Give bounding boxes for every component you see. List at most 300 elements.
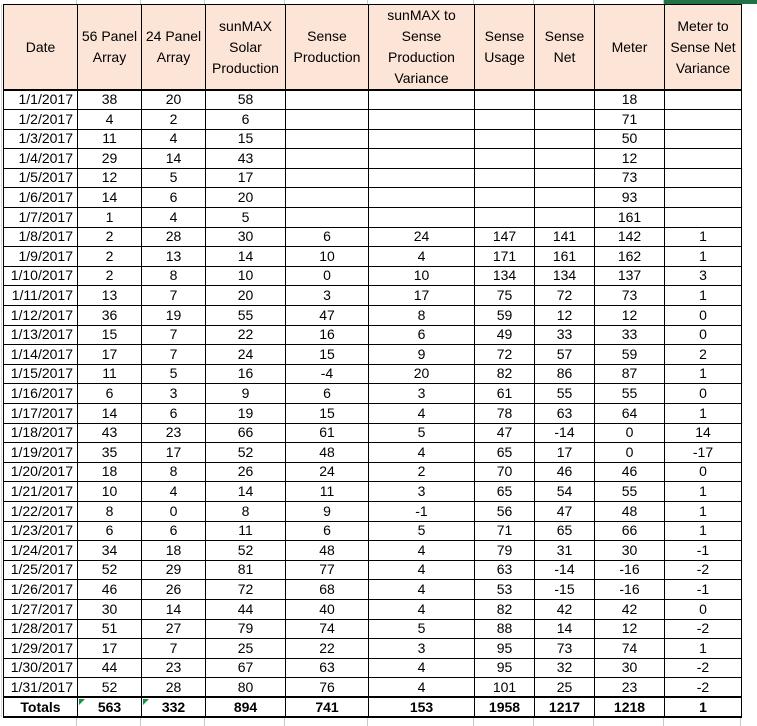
date-cell[interactable]: 1/24/2017 — [4, 541, 78, 561]
table-cell[interactable]: 29 — [142, 560, 206, 580]
table-cell[interactable]: 6 — [286, 521, 369, 541]
table-cell[interactable] — [535, 90, 595, 110]
table-cell[interactable]: 79 — [475, 541, 535, 561]
table-cell[interactable]: 5 — [206, 208, 286, 228]
table-cell[interactable]: 4 — [369, 560, 475, 580]
table-cell[interactable]: -2 — [665, 560, 742, 580]
table-cell[interactable] — [665, 90, 742, 110]
table-cell[interactable]: 53 — [475, 580, 535, 600]
table-cell[interactable] — [665, 110, 742, 130]
table-cell[interactable]: 2 — [78, 247, 142, 267]
table-cell[interactable]: 1 — [665, 286, 742, 306]
table-cell[interactable]: 4 — [369, 541, 475, 561]
table-cell[interactable]: 3 — [286, 286, 369, 306]
date-cell[interactable]: 1/10/2017 — [4, 266, 78, 286]
table-cell[interactable]: 7 — [142, 325, 206, 345]
table-cell[interactable]: 134 — [535, 266, 595, 286]
table-cell[interactable]: 13 — [142, 247, 206, 267]
table-cell[interactable]: 4 — [369, 599, 475, 619]
table-cell[interactable] — [475, 149, 535, 169]
date-cell[interactable]: 1/6/2017 — [4, 188, 78, 208]
table-cell[interactable]: 2 — [78, 227, 142, 247]
table-cell[interactable]: 28 — [142, 227, 206, 247]
table-cell[interactable]: 3 — [369, 482, 475, 502]
table-cell[interactable]: 47 — [535, 501, 595, 521]
table-cell[interactable]: 64 — [595, 404, 665, 424]
table-cell[interactable]: 171 — [475, 247, 535, 267]
table-cell[interactable]: 43 — [206, 149, 286, 169]
table-cell[interactable]: 11 — [78, 364, 142, 384]
table-cell[interactable]: 63 — [475, 560, 535, 580]
table-cell[interactable]: 6 — [78, 521, 142, 541]
date-cell[interactable]: 1/12/2017 — [4, 306, 78, 326]
table-cell[interactable]: 12 — [595, 619, 665, 639]
table-cell[interactable]: 11 — [78, 129, 142, 149]
table-cell[interactable]: 4 — [369, 247, 475, 267]
table-cell[interactable]: 6 — [142, 521, 206, 541]
table-cell[interactable]: -16 — [595, 580, 665, 600]
table-cell[interactable]: 82 — [475, 599, 535, 619]
table-cell[interactable]: 13 — [78, 286, 142, 306]
table-cell[interactable] — [475, 90, 535, 110]
table-cell[interactable]: 75 — [475, 286, 535, 306]
table-cell[interactable]: 57 — [535, 345, 595, 365]
table-cell[interactable]: 14 — [142, 149, 206, 169]
table-cell[interactable]: 4 — [369, 658, 475, 678]
table-cell[interactable] — [369, 90, 475, 110]
date-cell[interactable]: 1/20/2017 — [4, 462, 78, 482]
table-cell[interactable]: 50 — [595, 129, 665, 149]
table-cell[interactable]: 0 — [286, 266, 369, 286]
table-cell[interactable]: 18 — [595, 90, 665, 110]
table-cell[interactable]: 95 — [475, 639, 535, 659]
table-cell[interactable]: 30 — [206, 227, 286, 247]
table-cell[interactable]: 0 — [665, 462, 742, 482]
date-cell[interactable]: 1/14/2017 — [4, 345, 78, 365]
table-cell[interactable] — [369, 208, 475, 228]
table-cell[interactable]: 56 — [475, 501, 535, 521]
table-cell[interactable]: 15 — [286, 404, 369, 424]
table-cell[interactable]: 1 — [665, 482, 742, 502]
table-cell[interactable]: 47 — [286, 306, 369, 326]
table-cell[interactable] — [369, 149, 475, 169]
table-cell[interactable]: 5 — [369, 423, 475, 443]
table-cell[interactable]: 58 — [206, 90, 286, 110]
table-cell[interactable]: 12 — [535, 306, 595, 326]
table-cell[interactable]: 46 — [535, 462, 595, 482]
date-cell[interactable]: 1/15/2017 — [4, 364, 78, 384]
table-cell[interactable]: 74 — [595, 639, 665, 659]
table-cell[interactable] — [286, 149, 369, 169]
table-cell[interactable]: 42 — [535, 599, 595, 619]
table-cell[interactable]: 52 — [206, 443, 286, 463]
table-cell[interactable]: 1 — [665, 364, 742, 384]
table-cell[interactable] — [369, 188, 475, 208]
table-cell[interactable]: 48 — [595, 501, 665, 521]
table-cell[interactable]: 8 — [78, 501, 142, 521]
table-cell[interactable]: 65 — [535, 521, 595, 541]
table-cell[interactable]: 1 — [665, 639, 742, 659]
table-cell[interactable]: 3 — [369, 384, 475, 404]
table-cell[interactable]: 7 — [142, 345, 206, 365]
table-cell[interactable]: 4 — [142, 208, 206, 228]
column-header-sense-usage[interactable]: Sense Usage — [475, 5, 535, 91]
totals-cell[interactable]: 332 — [142, 697, 206, 717]
table-cell[interactable]: 55 — [595, 384, 665, 404]
table-cell[interactable] — [665, 208, 742, 228]
table-cell[interactable]: 11 — [286, 482, 369, 502]
table-cell[interactable]: 66 — [595, 521, 665, 541]
table-cell[interactable]: 67 — [206, 658, 286, 678]
table-cell[interactable]: 48 — [286, 541, 369, 561]
table-cell[interactable]: 1 — [665, 227, 742, 247]
table-cell[interactable]: 65 — [475, 443, 535, 463]
table-cell[interactable]: -17 — [665, 443, 742, 463]
table-cell[interactable]: 30 — [78, 599, 142, 619]
date-cell[interactable]: 1/28/2017 — [4, 619, 78, 639]
table-cell[interactable]: 16 — [206, 364, 286, 384]
table-cell[interactable]: 70 — [475, 462, 535, 482]
date-cell[interactable]: 1/3/2017 — [4, 129, 78, 149]
date-cell[interactable]: 1/7/2017 — [4, 208, 78, 228]
table-cell[interactable]: 5 — [369, 619, 475, 639]
totals-cell[interactable]: 1 — [665, 697, 742, 717]
table-cell[interactable]: 7 — [142, 639, 206, 659]
table-cell[interactable]: 5 — [142, 168, 206, 188]
table-cell[interactable]: 4 — [369, 580, 475, 600]
table-cell[interactable]: 29 — [78, 149, 142, 169]
table-cell[interactable]: 78 — [475, 404, 535, 424]
table-cell[interactable]: 14 — [206, 482, 286, 502]
table-cell[interactable]: 8 — [142, 462, 206, 482]
totals-cell[interactable]: 153 — [369, 697, 475, 717]
table-cell[interactable] — [286, 208, 369, 228]
table-cell[interactable]: 77 — [286, 560, 369, 580]
table-cell[interactable]: 74 — [286, 619, 369, 639]
table-cell[interactable]: 46 — [595, 462, 665, 482]
table-cell[interactable] — [535, 208, 595, 228]
table-cell[interactable]: 25 — [206, 639, 286, 659]
totals-cell[interactable]: 1218 — [595, 697, 665, 717]
table-cell[interactable] — [535, 168, 595, 188]
table-cell[interactable]: 44 — [206, 599, 286, 619]
table-cell[interactable]: 14 — [206, 247, 286, 267]
date-cell[interactable]: 1/21/2017 — [4, 482, 78, 502]
table-cell[interactable]: 14 — [78, 404, 142, 424]
table-cell[interactable] — [475, 188, 535, 208]
table-cell[interactable] — [475, 110, 535, 130]
table-cell[interactable]: 4 — [78, 110, 142, 130]
table-cell[interactable]: 22 — [286, 639, 369, 659]
table-cell[interactable] — [535, 129, 595, 149]
table-cell[interactable]: 23 — [142, 423, 206, 443]
table-cell[interactable]: -2 — [665, 678, 742, 698]
table-cell[interactable]: 88 — [475, 619, 535, 639]
table-cell[interactable] — [535, 188, 595, 208]
date-cell[interactable]: 1/31/2017 — [4, 678, 78, 698]
table-cell[interactable]: 16 — [286, 325, 369, 345]
table-cell[interactable]: 15 — [206, 129, 286, 149]
table-cell[interactable]: 0 — [595, 423, 665, 443]
column-header-meter[interactable]: Meter — [595, 5, 665, 91]
table-cell[interactable]: 71 — [595, 110, 665, 130]
table-cell[interactable]: 28 — [142, 678, 206, 698]
table-cell[interactable]: 30 — [595, 541, 665, 561]
table-cell[interactable]: 23 — [142, 658, 206, 678]
date-cell[interactable]: 1/26/2017 — [4, 580, 78, 600]
date-cell[interactable]: 1/8/2017 — [4, 227, 78, 247]
table-cell[interactable]: 101 — [475, 678, 535, 698]
table-cell[interactable]: 17 — [535, 443, 595, 463]
totals-cell[interactable]: 741 — [286, 697, 369, 717]
table-cell[interactable]: 6 — [142, 188, 206, 208]
totals-cell[interactable]: 563 — [78, 697, 142, 717]
table-cell[interactable]: 61 — [286, 423, 369, 443]
date-cell[interactable]: 1/25/2017 — [4, 560, 78, 580]
table-cell[interactable]: 46 — [78, 580, 142, 600]
table-cell[interactable]: 5 — [369, 521, 475, 541]
table-cell[interactable]: 1 — [665, 404, 742, 424]
table-cell[interactable]: -14 — [535, 560, 595, 580]
table-cell[interactable]: 26 — [206, 462, 286, 482]
table-cell[interactable]: 25 — [535, 678, 595, 698]
table-cell[interactable]: 10 — [369, 266, 475, 286]
table-cell[interactable]: 10 — [206, 266, 286, 286]
totals-label[interactable]: Totals — [4, 697, 78, 717]
table-cell[interactable]: 66 — [206, 423, 286, 443]
table-cell[interactable]: 61 — [475, 384, 535, 404]
column-header-24-panel-array[interactable]: 24 Panel Array — [142, 5, 206, 91]
table-cell[interactable]: 9 — [206, 384, 286, 404]
table-cell[interactable] — [475, 129, 535, 149]
table-cell[interactable]: -16 — [595, 560, 665, 580]
table-cell[interactable] — [475, 168, 535, 188]
table-cell[interactable]: 32 — [535, 658, 595, 678]
table-cell[interactable]: 68 — [286, 580, 369, 600]
date-cell[interactable]: 1/29/2017 — [4, 639, 78, 659]
column-header-56-panel-array[interactable]: 56 Panel Array — [78, 5, 142, 91]
column-header-meter-to-sense-net-variance[interactable]: Meter to Sense Net Variance — [665, 5, 742, 91]
table-cell[interactable]: 44 — [78, 658, 142, 678]
table-cell[interactable]: 22 — [206, 325, 286, 345]
table-cell[interactable]: 17 — [206, 168, 286, 188]
table-cell[interactable]: 1 — [78, 208, 142, 228]
table-cell[interactable]: 4 — [142, 129, 206, 149]
table-cell[interactable]: -4 — [286, 364, 369, 384]
table-cell[interactable]: 73 — [595, 168, 665, 188]
table-cell[interactable]: 0 — [595, 443, 665, 463]
table-cell[interactable]: -1 — [369, 501, 475, 521]
table-cell[interactable]: 0 — [665, 306, 742, 326]
table-cell[interactable]: 12 — [78, 168, 142, 188]
date-cell[interactable]: 1/22/2017 — [4, 501, 78, 521]
table-cell[interactable]: 10 — [78, 482, 142, 502]
table-cell[interactable]: 52 — [78, 560, 142, 580]
table-cell[interactable]: 1 — [665, 501, 742, 521]
table-cell[interactable]: -14 — [535, 423, 595, 443]
date-cell[interactable]: 1/9/2017 — [4, 247, 78, 267]
table-cell[interactable]: 1 — [665, 247, 742, 267]
table-cell[interactable]: 6 — [369, 325, 475, 345]
table-cell[interactable]: 20 — [142, 90, 206, 110]
table-cell[interactable]: 63 — [286, 658, 369, 678]
table-cell[interactable] — [535, 110, 595, 130]
table-cell[interactable]: 0 — [142, 501, 206, 521]
table-cell[interactable]: 93 — [595, 188, 665, 208]
table-cell[interactable]: 82 — [475, 364, 535, 384]
table-cell[interactable]: 24 — [369, 227, 475, 247]
table-cell[interactable] — [286, 168, 369, 188]
table-cell[interactable]: 71 — [475, 521, 535, 541]
table-cell[interactable] — [369, 129, 475, 149]
table-cell[interactable]: 12 — [595, 306, 665, 326]
table-cell[interactable]: 73 — [535, 639, 595, 659]
table-cell[interactable]: 15 — [286, 345, 369, 365]
table-cell[interactable]: 17 — [369, 286, 475, 306]
date-cell[interactable]: 1/11/2017 — [4, 286, 78, 306]
table-cell[interactable]: 6 — [78, 384, 142, 404]
table-cell[interactable]: 55 — [206, 306, 286, 326]
table-cell[interactable]: 55 — [535, 384, 595, 404]
table-cell[interactable]: 35 — [78, 443, 142, 463]
table-cell[interactable]: 27 — [142, 619, 206, 639]
table-cell[interactable]: 7 — [142, 286, 206, 306]
table-cell[interactable]: 54 — [535, 482, 595, 502]
table-cell[interactable]: -1 — [665, 580, 742, 600]
table-cell[interactable] — [286, 110, 369, 130]
table-cell[interactable]: 9 — [369, 345, 475, 365]
table-cell[interactable] — [665, 129, 742, 149]
table-cell[interactable] — [286, 188, 369, 208]
table-cell[interactable]: 26 — [142, 580, 206, 600]
column-header-sense-net[interactable]: Sense Net — [535, 5, 595, 91]
table-cell[interactable]: 6 — [286, 384, 369, 404]
table-cell[interactable]: 0 — [665, 325, 742, 345]
table-cell[interactable]: 72 — [475, 345, 535, 365]
table-cell[interactable]: 2 — [142, 110, 206, 130]
table-cell[interactable]: 31 — [535, 541, 595, 561]
table-cell[interactable] — [369, 110, 475, 130]
table-cell[interactable]: 19 — [142, 306, 206, 326]
totals-cell[interactable]: 894 — [206, 697, 286, 717]
date-cell[interactable]: 1/17/2017 — [4, 404, 78, 424]
table-cell[interactable]: 137 — [595, 266, 665, 286]
table-cell[interactable]: 134 — [475, 266, 535, 286]
date-cell[interactable]: 1/23/2017 — [4, 521, 78, 541]
table-cell[interactable]: 81 — [206, 560, 286, 580]
table-cell[interactable] — [665, 149, 742, 169]
table-cell[interactable]: 24 — [206, 345, 286, 365]
table-cell[interactable]: 17 — [78, 345, 142, 365]
table-cell[interactable]: 34 — [78, 541, 142, 561]
table-cell[interactable]: 76 — [286, 678, 369, 698]
table-cell[interactable]: 161 — [595, 208, 665, 228]
table-cell[interactable]: 20 — [369, 364, 475, 384]
table-cell[interactable]: 3 — [665, 266, 742, 286]
table-cell[interactable]: 8 — [206, 501, 286, 521]
table-cell[interactable]: 33 — [595, 325, 665, 345]
table-cell[interactable]: 36 — [78, 306, 142, 326]
table-cell[interactable] — [475, 208, 535, 228]
table-cell[interactable]: 147 — [475, 227, 535, 247]
table-cell[interactable] — [665, 168, 742, 188]
totals-cell[interactable]: 1217 — [535, 697, 595, 717]
table-cell[interactable]: 72 — [206, 580, 286, 600]
table-cell[interactable] — [286, 129, 369, 149]
table-cell[interactable]: 14 — [142, 599, 206, 619]
table-cell[interactable]: 6 — [206, 110, 286, 130]
date-cell[interactable]: 1/16/2017 — [4, 384, 78, 404]
table-cell[interactable]: 14 — [78, 188, 142, 208]
table-cell[interactable] — [665, 188, 742, 208]
column-header-date[interactable]: Date — [4, 5, 78, 91]
table-cell[interactable]: 20 — [206, 286, 286, 306]
table-cell[interactable]: 6 — [142, 404, 206, 424]
table-cell[interactable]: 2 — [665, 345, 742, 365]
table-cell[interactable]: 33 — [535, 325, 595, 345]
date-cell[interactable]: 1/18/2017 — [4, 423, 78, 443]
table-cell[interactable]: -1 — [665, 541, 742, 561]
table-cell[interactable]: 2 — [78, 266, 142, 286]
table-cell[interactable]: 17 — [142, 443, 206, 463]
table-cell[interactable]: 52 — [206, 541, 286, 561]
table-cell[interactable] — [535, 149, 595, 169]
date-cell[interactable]: 1/4/2017 — [4, 149, 78, 169]
table-cell[interactable]: 65 — [475, 482, 535, 502]
table-cell[interactable]: 9 — [286, 501, 369, 521]
table-cell[interactable]: 48 — [286, 443, 369, 463]
table-cell[interactable]: 162 — [595, 247, 665, 267]
table-cell[interactable]: 19 — [206, 404, 286, 424]
table-cell[interactable]: 4 — [369, 443, 475, 463]
table-cell[interactable]: 86 — [535, 364, 595, 384]
table-cell[interactable]: 80 — [206, 678, 286, 698]
table-cell[interactable]: 11 — [206, 521, 286, 541]
table-cell[interactable]: 51 — [78, 619, 142, 639]
table-cell[interactable]: 55 — [595, 482, 665, 502]
table-cell[interactable]: 2 — [369, 462, 475, 482]
table-cell[interactable]: 30 — [595, 658, 665, 678]
table-cell[interactable]: 142 — [595, 227, 665, 247]
table-cell[interactable]: 49 — [475, 325, 535, 345]
table-cell[interactable]: 18 — [78, 462, 142, 482]
date-cell[interactable]: 1/5/2017 — [4, 168, 78, 188]
table-cell[interactable]: 1 — [665, 521, 742, 541]
table-cell[interactable]: 14 — [535, 619, 595, 639]
table-cell[interactable]: 72 — [535, 286, 595, 306]
date-cell[interactable]: 1/2/2017 — [4, 110, 78, 130]
table-cell[interactable]: -2 — [665, 658, 742, 678]
totals-cell[interactable]: 1958 — [475, 697, 535, 717]
table-cell[interactable]: 38 — [78, 90, 142, 110]
table-cell[interactable]: 3 — [369, 639, 475, 659]
table-cell[interactable]: 47 — [475, 423, 535, 443]
table-cell[interactable]: 161 — [535, 247, 595, 267]
table-cell[interactable]: -2 — [665, 619, 742, 639]
table-cell[interactable]: 23 — [595, 678, 665, 698]
table-cell[interactable]: 4 — [369, 404, 475, 424]
date-cell[interactable]: 1/30/2017 — [4, 658, 78, 678]
table-cell[interactable]: 3 — [142, 384, 206, 404]
table-cell[interactable]: 8 — [142, 266, 206, 286]
table-cell[interactable]: 5 — [142, 364, 206, 384]
table-cell[interactable]: 52 — [78, 678, 142, 698]
table-cell[interactable]: 59 — [475, 306, 535, 326]
table-cell[interactable]: 4 — [369, 678, 475, 698]
date-cell[interactable]: 1/19/2017 — [4, 443, 78, 463]
date-cell[interactable]: 1/13/2017 — [4, 325, 78, 345]
table-cell[interactable]: -15 — [535, 580, 595, 600]
